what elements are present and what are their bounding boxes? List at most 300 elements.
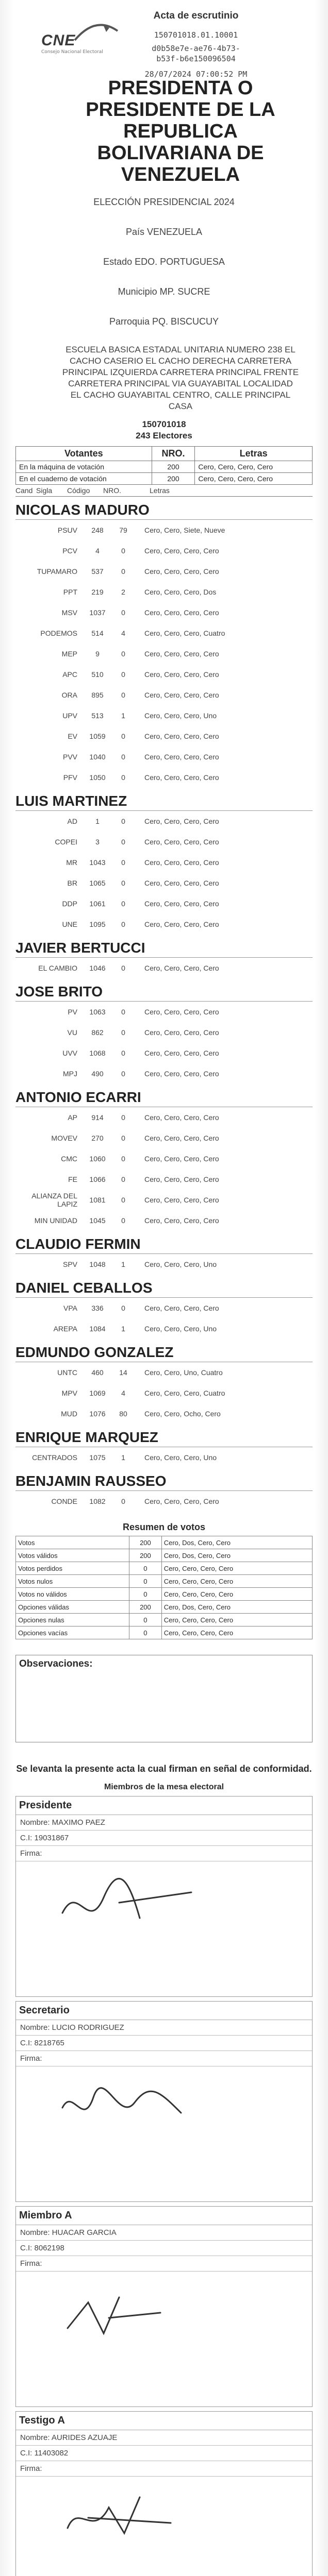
votantes-letras: Cero, Cero, Cero, Cero xyxy=(195,473,313,485)
resumen-nro: 200 xyxy=(129,1536,162,1549)
party-codigo: 895 xyxy=(91,691,104,699)
party-nro: 0 xyxy=(121,858,125,867)
party-sigla: ALIANZA DEL LAPIZ xyxy=(31,1192,77,1208)
party-letras: Cero, Cero, Cero, Cero xyxy=(144,920,219,928)
party-row xyxy=(15,1362,313,1383)
party-letras: Cero, Cero, Cero, Cero xyxy=(144,650,219,658)
resumen-nro: 0 xyxy=(129,1626,162,1639)
signature-icon xyxy=(57,2077,212,2149)
party-row xyxy=(15,582,313,602)
table-row xyxy=(16,1562,313,1575)
candidate-name: NICOLAS MADURO xyxy=(15,502,313,520)
party-codigo: 1061 xyxy=(89,900,106,908)
party-codigo: 270 xyxy=(91,1134,104,1142)
resumen-nro: 0 xyxy=(129,1575,162,1588)
party-codigo: 1046 xyxy=(89,964,106,972)
member-ci: C.I: 8218765 xyxy=(16,2036,312,2051)
candidate-name: JOSE BRITO xyxy=(15,984,313,1002)
party-nro: 0 xyxy=(121,1028,125,1037)
party-codigo: 1063 xyxy=(89,1008,106,1016)
party-letras: Cero, Cero, Cero, Cero xyxy=(144,858,219,867)
party-row xyxy=(15,1383,313,1403)
letras-col: Letras xyxy=(150,486,170,495)
cand-col: Cand xyxy=(15,486,33,495)
party-codigo: 1095 xyxy=(89,920,106,928)
party-row xyxy=(15,893,313,914)
party-nro: 0 xyxy=(121,567,125,575)
party-codigo: 1059 xyxy=(89,732,106,740)
party-letras: Cero, Cero, Cero, Cero xyxy=(144,1028,219,1037)
party-codigo: 1076 xyxy=(89,1410,106,1418)
candidate-name: EDMUNDO GONZALEZ xyxy=(15,1344,313,1362)
resumen-label: Votos xyxy=(16,1536,129,1549)
party-codigo: 510 xyxy=(91,670,104,679)
party-letras: Cero, Cero, Cero, Cero xyxy=(144,964,219,972)
party-codigo: 3 xyxy=(95,838,100,846)
party-row xyxy=(15,873,313,893)
party-nro: 1 xyxy=(121,711,125,720)
party-sigla: PPT xyxy=(63,588,77,596)
candidate-name: JAVIER BERTUCCI xyxy=(15,940,313,958)
party-row xyxy=(15,726,313,747)
party-row xyxy=(15,1169,313,1190)
member-box xyxy=(15,1796,313,1997)
candidate-name: DANIEL CEBALLOS xyxy=(15,1280,313,1298)
party-nro: 0 xyxy=(121,608,125,617)
party-codigo: 1082 xyxy=(89,1497,106,1505)
candidate-block xyxy=(15,1429,313,1468)
party-row xyxy=(15,1148,313,1169)
candidate-block xyxy=(15,502,313,788)
signature-area xyxy=(16,1861,312,1990)
resumen-label: Votos nulos xyxy=(16,1575,129,1588)
municipio-line: Municipio MP. SUCRE xyxy=(118,286,210,297)
resumen-label: Votos no válidos xyxy=(16,1588,129,1601)
party-codigo: 460 xyxy=(91,1368,104,1377)
party-codigo: 1081 xyxy=(89,1196,106,1204)
party-nro: 0 xyxy=(121,773,125,782)
party-row xyxy=(15,1403,313,1424)
party-row xyxy=(15,958,313,978)
candidate-name: ANTONIO ECARRI xyxy=(15,1089,313,1107)
party-sigla: UVV xyxy=(62,1049,77,1057)
resumen-nro: 0 xyxy=(129,1562,162,1575)
party-codigo: 1084 xyxy=(89,1325,106,1333)
party-letras: Cero, Cero, Cero, Cero xyxy=(144,900,219,908)
party-codigo: 1 xyxy=(95,817,100,825)
party-nro: 1 xyxy=(121,1453,125,1462)
election-location xyxy=(15,195,313,329)
party-sigla: APC xyxy=(62,670,77,679)
party-sigla: CONDE xyxy=(51,1497,77,1505)
candidate-block xyxy=(15,1089,313,1231)
party-codigo: 1069 xyxy=(89,1389,106,1397)
party-letras: Cero, Cero, Cero, Cuatro xyxy=(144,1389,225,1397)
party-row xyxy=(15,1022,313,1043)
party-letras: Cero, Cero, Cero, Uno xyxy=(144,1325,217,1333)
votantes-header-row xyxy=(16,447,313,461)
party-nro: 0 xyxy=(121,1175,125,1183)
party-sigla: DDP xyxy=(62,900,77,908)
party-nro: 2 xyxy=(121,588,125,596)
party-letras: Cero, Cero, Cero, Cero xyxy=(144,1113,219,1122)
party-nro: 14 xyxy=(119,1368,127,1377)
acta-datetime: 28/07/2024 07:00:52 PM xyxy=(144,70,248,79)
party-row xyxy=(15,914,313,935)
signature-icon xyxy=(57,1872,212,1944)
party-row xyxy=(15,1447,313,1468)
party-nro: 0 xyxy=(121,838,125,846)
party-letras: Cero, Cero, Cero, Cero xyxy=(144,1070,219,1078)
party-letras: Cero, Cero, Cero, Cero xyxy=(144,1134,219,1142)
party-row xyxy=(15,1210,313,1231)
party-codigo: 1075 xyxy=(89,1453,106,1462)
cne-logo xyxy=(41,21,119,57)
party-letras: Cero, Cero, Cero, Cero xyxy=(144,547,219,555)
party-letras: Cero, Cero, Cero, Cuatro xyxy=(144,629,225,637)
candidates-list xyxy=(15,502,313,1512)
party-sigla: MOVEV xyxy=(51,1134,77,1142)
votantes-label: En el cuaderno de votación xyxy=(16,473,152,485)
party-codigo: 1040 xyxy=(89,753,106,761)
party-row xyxy=(15,540,313,561)
party-sigla: PFV xyxy=(63,773,77,782)
party-row xyxy=(15,1190,313,1210)
candidate-block xyxy=(15,984,313,1084)
table-row xyxy=(16,1626,313,1639)
party-sigla: BR xyxy=(67,879,77,887)
conformity-note: Se levanta la presente acta la cual firman en señal de conformidad. xyxy=(16,1764,312,1774)
resumen-letras: Cero, Dos, Cero, Cero xyxy=(161,1549,312,1562)
party-codigo: 537 xyxy=(91,567,104,575)
party-nro: 0 xyxy=(121,547,125,555)
resumen-letras: Cero, Cero, Cero, Cero xyxy=(161,1575,312,1588)
party-codigo: 1066 xyxy=(89,1175,106,1183)
acta-uuid: d0b58e7e-ae76-4b73-b53f-b6e150096504 xyxy=(152,44,240,63)
party-row xyxy=(15,1002,313,1022)
party-row xyxy=(15,1063,313,1084)
party-sigla: PVV xyxy=(62,753,77,761)
member-role: Miembro A xyxy=(16,2207,312,2225)
candidates-column-header xyxy=(15,485,313,497)
party-row xyxy=(15,602,313,623)
party-codigo: 514 xyxy=(91,629,104,637)
member-box xyxy=(15,2001,313,2202)
party-nro: 0 xyxy=(121,670,125,679)
votantes-nro: 200 xyxy=(152,473,195,485)
votantes-nro: 200 xyxy=(152,461,195,473)
resumen-title: Resumen de votos xyxy=(122,1522,206,1532)
signature-area xyxy=(16,2272,312,2400)
resumen-letras: Cero, Cero, Cero, Cero xyxy=(161,1562,312,1575)
party-letras: Cero, Cero, Cero, Uno xyxy=(144,711,217,720)
resumen-letras: Cero, Dos, Cero, Cero xyxy=(161,1536,312,1549)
member-firma-label: Firma: xyxy=(16,2051,312,2066)
party-nro: 0 xyxy=(121,1070,125,1078)
resumen-letras: Cero, Cero, Cero, Cero xyxy=(161,1588,312,1601)
resumen-nro: 0 xyxy=(129,1588,162,1601)
estado-line: Estado EDO. PORTUGUESA xyxy=(103,257,225,267)
resumen-nro: 0 xyxy=(129,1614,162,1626)
party-codigo: 490 xyxy=(91,1070,104,1078)
party-sigla: MR xyxy=(66,858,77,867)
party-codigo: 1065 xyxy=(89,879,106,887)
party-nro: 0 xyxy=(121,732,125,740)
party-codigo: 1050 xyxy=(89,773,106,782)
signature-area xyxy=(16,2066,312,2195)
party-row xyxy=(15,1491,313,1512)
party-sigla: MPJ xyxy=(63,1070,77,1078)
party-letras: Cero, Cero, Cero, Cero xyxy=(144,817,219,825)
party-sigla: TUPAMARO xyxy=(37,567,77,575)
party-nro: 0 xyxy=(121,1497,125,1505)
candidate-name: LUIS MARTINEZ xyxy=(15,793,313,811)
party-nro: 0 xyxy=(121,1196,125,1204)
party-row xyxy=(15,811,313,832)
party-row xyxy=(15,561,313,582)
electores-count: 243 Electores xyxy=(136,431,192,440)
sigla-col: Sigla xyxy=(36,486,53,495)
votantes-letras: Cero, Cero, Cero, Cero xyxy=(195,461,313,473)
party-row xyxy=(15,1043,313,1063)
party-nro: 0 xyxy=(121,1134,125,1142)
party-nro: 80 xyxy=(119,1410,127,1418)
party-nro: 0 xyxy=(121,1216,125,1225)
party-sigla: VU xyxy=(67,1028,77,1037)
candidate-block xyxy=(15,793,313,935)
party-letras: Cero, Cero, Cero, Cero xyxy=(144,670,219,679)
party-nro: 0 xyxy=(121,1155,125,1163)
party-codigo: 1060 xyxy=(89,1155,106,1163)
letras-header: Letras xyxy=(195,447,313,461)
party-codigo: 1048 xyxy=(89,1260,106,1268)
party-nro: 0 xyxy=(121,817,125,825)
party-nro: 0 xyxy=(121,1304,125,1312)
party-nro: 0 xyxy=(121,964,125,972)
election-name: ELECCIÓN PRESIDENCIAL 2024 xyxy=(93,197,235,207)
party-codigo: 1068 xyxy=(89,1049,106,1057)
resumen-label: Votos perdidos xyxy=(16,1562,129,1575)
party-nro: 1 xyxy=(121,1325,125,1333)
party-nro: 0 xyxy=(121,920,125,928)
party-row xyxy=(15,832,313,852)
party-row xyxy=(15,1128,313,1148)
party-letras: Cero, Cero, Cero, Cero xyxy=(144,1049,219,1057)
party-letras: Cero, Cero, Cero, Dos xyxy=(144,588,217,596)
party-letras: Cero, Cero, Cero, Cero xyxy=(144,608,219,617)
party-nro: 79 xyxy=(119,526,127,534)
party-row xyxy=(15,520,313,540)
party-codigo: 219 xyxy=(91,588,104,596)
members-list xyxy=(15,1796,313,2576)
votantes-header: Votantes xyxy=(16,447,152,461)
resumen-nro: 200 xyxy=(129,1549,162,1562)
party-codigo: 1037 xyxy=(89,608,106,617)
member-ci: C.I: 11403082 xyxy=(16,2446,312,2461)
party-sigla: PV xyxy=(68,1008,77,1016)
resumen-letras: Cero, Cero, Cero, Cero xyxy=(161,1614,312,1626)
acta-title: Acta de escrutinio xyxy=(153,10,239,21)
resumen-letras: Cero, Dos, Cero, Cero xyxy=(161,1601,312,1614)
nro-header: NRO. xyxy=(152,447,195,461)
party-letras: Cero, Cero, Uno, Cuatro xyxy=(144,1368,223,1377)
table-row xyxy=(16,1588,313,1601)
miembros-title: Miembros de la mesa electoral xyxy=(104,1783,224,1791)
party-codigo: 914 xyxy=(91,1113,104,1122)
table-row xyxy=(16,1536,313,1549)
party-codigo: 513 xyxy=(91,711,104,720)
party-row xyxy=(15,623,313,643)
party-letras: Cero, Cero, Cero, Cero xyxy=(144,1008,219,1016)
escuela-address: ESCUELA BASICA ESTADAL UNITARIA NUMERO 238 EL CACHO CASERIO EL CACHO DERECHA CARRETERA PRINCIPAL IZQUIERDA CARRETERA PRINCIPAL FRENTE CARRETERA PRINCIPAL VIA GUAYABITAL LOCALIDAD EL CACHO GUAYABITAL CENTRO, CALLE PRINCIPAL CASA xyxy=(62,345,299,411)
party-letras: Cero, Cero, Cero, Cero xyxy=(144,1304,219,1312)
party-sigla: AP xyxy=(68,1113,77,1122)
votantes-table xyxy=(15,446,313,485)
table-row xyxy=(16,1614,313,1626)
candidate-block xyxy=(15,1344,313,1424)
nro-col: NRO. xyxy=(103,486,121,495)
party-nro: 0 xyxy=(121,1113,125,1122)
party-nro: 4 xyxy=(121,629,125,637)
party-nro: 4 xyxy=(121,1389,125,1397)
party-sigla: AD xyxy=(67,817,77,825)
codigo-col: Código xyxy=(67,486,90,495)
cne-logo-arc-icon xyxy=(72,21,119,41)
member-nombre: Nombre: LUCIO RODRIGUEZ xyxy=(16,2020,312,2036)
election-main-title: PRESIDENTA O PRESIDENTE DE LA REPUBLICA BOLIVARIANA DE VENEZUELA xyxy=(86,77,275,185)
party-sigla: PSUV xyxy=(57,526,77,534)
party-row xyxy=(15,852,313,873)
party-letras: Cero, Cero, Cero, Cero xyxy=(144,691,219,699)
party-codigo: 4 xyxy=(95,547,100,555)
party-sigla: MIN UNIDAD xyxy=(34,1216,77,1225)
party-letras: Cero, Cero, Siete, Nueve xyxy=(144,526,225,534)
party-sigla: MEP xyxy=(61,650,77,658)
party-letras: Cero, Cero, Cero, Cero xyxy=(144,732,219,740)
party-letras: Cero, Cero, Cero, Uno xyxy=(144,1260,217,1268)
member-role: Presidente xyxy=(16,1797,312,1815)
pais-line: País VENEZUELA xyxy=(125,227,203,237)
party-codigo: 336 xyxy=(91,1304,104,1312)
party-letras: Cero, Cero, Cero, Uno xyxy=(144,1453,217,1462)
party-sigla: UNE xyxy=(62,920,77,928)
table-row xyxy=(16,1601,313,1614)
party-row xyxy=(15,1107,313,1128)
party-codigo: 1043 xyxy=(89,858,106,867)
party-sigla: VPA xyxy=(63,1304,77,1312)
resumen-table xyxy=(15,1536,313,1639)
party-row xyxy=(15,643,313,664)
party-row xyxy=(15,1298,313,1318)
party-nro: 0 xyxy=(121,879,125,887)
member-role: Secretario xyxy=(16,2002,312,2020)
party-sigla: COPEI xyxy=(55,838,77,846)
party-letras: Cero, Cero, Cero, Cero xyxy=(144,879,219,887)
party-sigla: MUD xyxy=(61,1410,77,1418)
member-firma-label: Firma: xyxy=(16,2461,312,2477)
logo-text: CNE xyxy=(41,32,76,49)
candidate-name: CLAUDIO FERMIN xyxy=(15,1236,313,1254)
candidate-block xyxy=(15,940,313,978)
member-ci: C.I: 19031867 xyxy=(16,1831,312,1846)
candidate-block xyxy=(15,1280,313,1339)
party-letras: Cero, Cero, Cero, Cero xyxy=(144,1216,219,1225)
party-nro: 0 xyxy=(121,691,125,699)
party-nro: 0 xyxy=(121,900,125,908)
party-sigla: MPV xyxy=(61,1389,77,1397)
party-codigo: 9 xyxy=(95,650,100,658)
table-row xyxy=(16,461,313,473)
party-sigla: ORA xyxy=(61,691,77,699)
resumen-nro: 200 xyxy=(129,1601,162,1614)
member-ci: C.I: 8062198 xyxy=(16,2241,312,2256)
votantes-label: En la máquina de votación xyxy=(16,461,152,473)
signature-icon xyxy=(57,2487,212,2559)
table-row xyxy=(16,1575,313,1588)
candidate-block xyxy=(15,1236,313,1275)
candidate-name: ENRIQUE MARQUEZ xyxy=(15,1429,313,1447)
party-row xyxy=(15,1318,313,1339)
party-sigla: SPV xyxy=(62,1260,77,1268)
party-nro: 0 xyxy=(121,1049,125,1057)
candidate-block xyxy=(15,1473,313,1512)
party-sigla: UNTC xyxy=(57,1368,77,1377)
member-nombre: Nombre: MAXIMO PAEZ xyxy=(16,1815,312,1831)
member-nombre: Nombre: HUACAR GARCIA xyxy=(16,2225,312,2241)
party-row xyxy=(15,1254,313,1275)
party-codigo: 1045 xyxy=(89,1216,106,1225)
table-row xyxy=(16,473,313,485)
party-sigla: MSV xyxy=(61,608,77,617)
parroquia-line: Parroquia PQ. BISCUCUY xyxy=(109,316,219,327)
member-box xyxy=(15,2206,313,2407)
resumen-letras: Cero, Cero, Cero, Cero xyxy=(161,1626,312,1639)
member-firma-label: Firma: xyxy=(16,2256,312,2272)
resumen-label: Opciones vacías xyxy=(16,1626,129,1639)
party-letras: Cero, Cero, Ocho, Cero xyxy=(144,1410,221,1418)
party-sigla: PCV xyxy=(62,547,77,555)
party-row xyxy=(15,705,313,726)
party-letras: Cero, Cero, Cero, Cero xyxy=(144,567,219,575)
party-letras: Cero, Cero, Cero, Cero xyxy=(144,1497,219,1505)
logo-subtitle: Consejo Nacional Electoral xyxy=(41,49,103,55)
party-sigla: EV xyxy=(68,732,77,740)
signature-area xyxy=(16,2477,312,2576)
party-sigla: PODEMOS xyxy=(40,629,77,637)
candidate-name: BENJAMIN RAUSSEO xyxy=(15,1473,313,1491)
member-box xyxy=(15,2411,313,2576)
resumen-label: Votos válidos xyxy=(16,1549,129,1562)
party-nro: 1 xyxy=(121,1260,125,1268)
party-nro: 0 xyxy=(121,1008,125,1016)
resumen-label: Opciones nulas xyxy=(16,1614,129,1626)
party-sigla: CMC xyxy=(61,1155,77,1163)
party-codigo: 862 xyxy=(91,1028,104,1037)
party-letras: Cero, Cero, Cero, Cero xyxy=(144,838,219,846)
party-nro: 0 xyxy=(121,650,125,658)
party-letras: Cero, Cero, Cero, Cero xyxy=(144,1155,219,1163)
party-letras: Cero, Cero, Cero, Cero xyxy=(144,1196,219,1204)
party-row xyxy=(15,747,313,767)
party-row xyxy=(15,685,313,705)
member-firma-label: Firma: xyxy=(16,1846,312,1861)
observaciones-box xyxy=(15,1655,313,1742)
table-row xyxy=(16,1549,313,1562)
party-row xyxy=(15,664,313,685)
party-letras: Cero, Cero, Cero, Cero xyxy=(144,1175,219,1183)
party-letras: Cero, Cero, Cero, Cero xyxy=(144,753,219,761)
party-sigla: AREPA xyxy=(53,1325,77,1333)
